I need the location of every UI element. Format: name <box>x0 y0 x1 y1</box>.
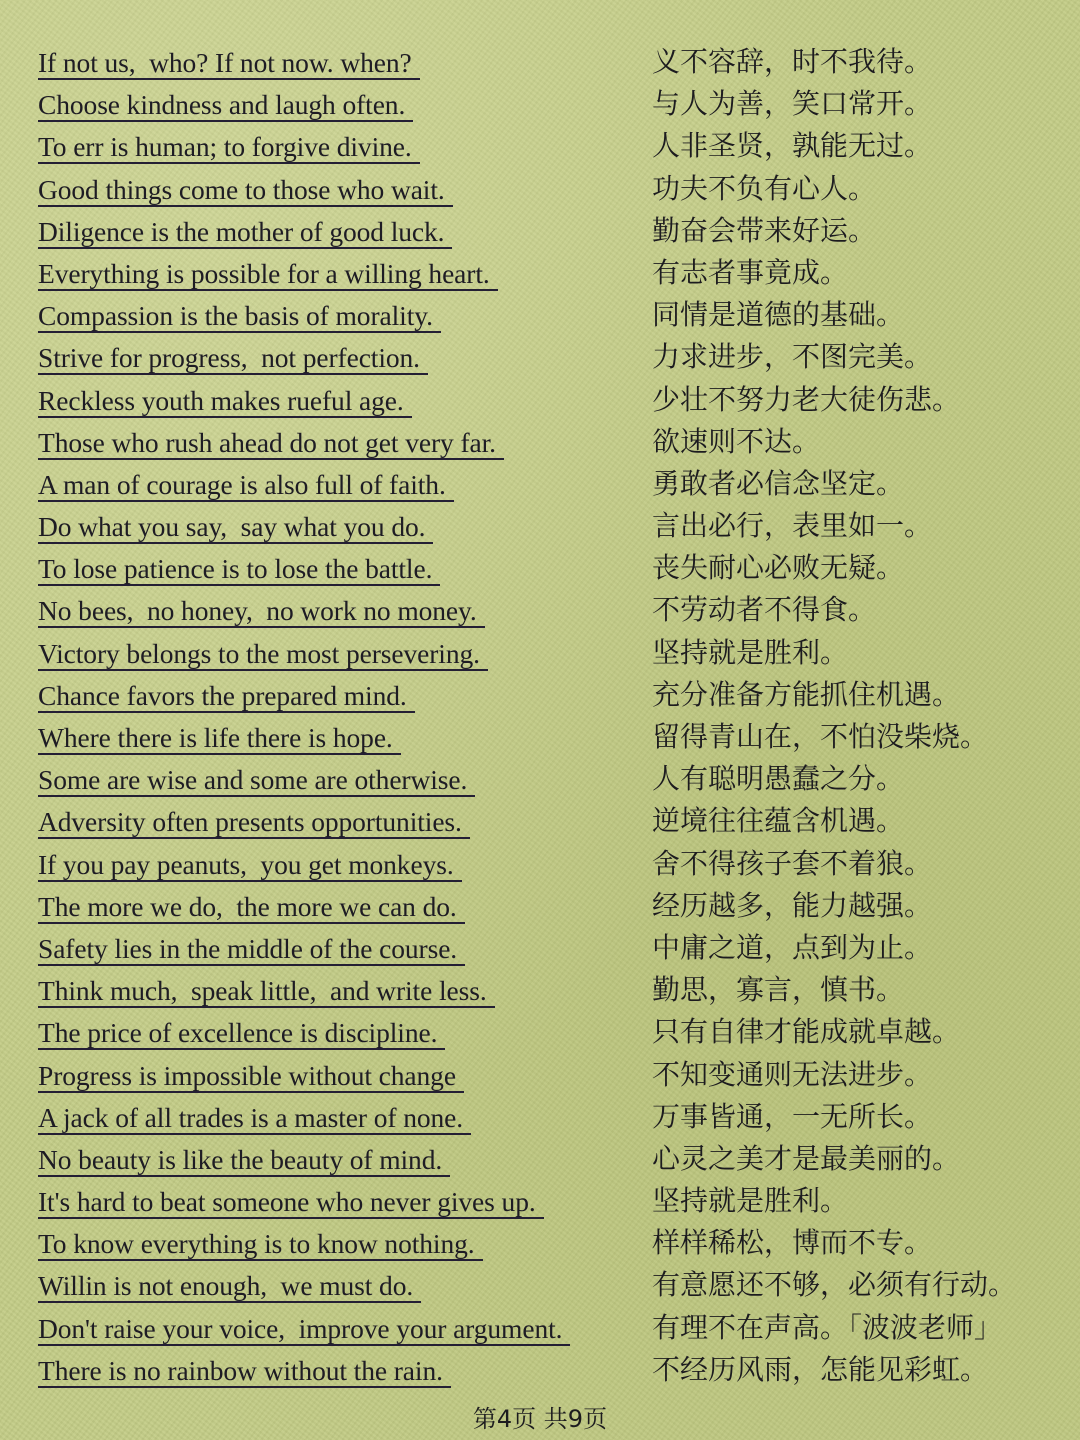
chinese-translation: 有意愿还不够，必须有行动。 <box>652 1268 1017 1302</box>
phrase-row <box>0 970 1080 1012</box>
chinese-translation: 勤奋会带来好运。 <box>652 213 877 247</box>
chinese-translation: 样样稀松，博而不专。 <box>652 1226 933 1260</box>
english-phrase: There is no rainbow without the rain. <box>38 1354 451 1388</box>
english-phrase: Safety lies in the middle of the course. <box>38 932 465 966</box>
phrase-row <box>0 717 1080 759</box>
phrase-row <box>0 464 1080 506</box>
chinese-translation: 充分准备方能抓住机遇。 <box>652 677 961 711</box>
phrase-row <box>0 633 1080 675</box>
english-phrase: Everything is possible for a willing heart. <box>38 257 498 291</box>
chinese-translation: 勇敢者必信念坚定。 <box>652 466 905 500</box>
chinese-translation: 同情是道德的基础。 <box>652 298 905 332</box>
chinese-translation: 欲速则不达。 <box>652 424 821 458</box>
english-phrase: Strive for progress, not perfection. <box>38 341 428 375</box>
phrase-row <box>0 1223 1080 1265</box>
english-phrase: Don't raise your voice, improve your argument. <box>38 1312 570 1346</box>
chinese-translation: 只有自律才能成就卓越。 <box>652 1015 961 1049</box>
english-phrase: Reckless youth makes rueful age. <box>38 384 412 418</box>
phrase-row <box>0 801 1080 843</box>
english-phrase: Good things come to those who wait. <box>38 173 453 207</box>
phrase-row <box>0 295 1080 337</box>
phrase-row <box>0 126 1080 168</box>
english-phrase: No bees, no honey, no work no money. <box>38 594 485 628</box>
english-phrase: Chance favors the prepared mind. <box>38 679 415 713</box>
phrase-row <box>0 337 1080 379</box>
phrase-row <box>0 506 1080 548</box>
english-phrase: A jack of all trades is a master of none. <box>38 1101 471 1135</box>
phrase-row <box>0 211 1080 253</box>
chinese-translation: 留得青山在，不怕没柴烧。 <box>652 720 989 753</box>
chinese-translation: 有志者事竟成。 <box>652 255 849 289</box>
english-phrase: The price of excellence is discipline. <box>38 1016 445 1050</box>
chinese-translation: 力求进步，不图完美。 <box>652 340 933 374</box>
phrase-row <box>0 548 1080 590</box>
phrase-row <box>0 1181 1080 1223</box>
chinese-translation: 言出必行，表里如一。 <box>652 509 933 543</box>
english-phrase: Choose kindness and laugh often. <box>38 88 413 122</box>
chinese-translation: 不劳动者不得食。 <box>652 593 877 627</box>
phrase-row <box>0 84 1080 126</box>
phrase-row <box>0 1265 1080 1307</box>
phrase-row <box>0 1012 1080 1054</box>
chinese-translation: 逆境往往蕴含机遇。 <box>652 804 905 838</box>
phrase-row <box>0 169 1080 211</box>
english-phrase: If not us, who? If not now. when? <box>38 46 420 80</box>
english-phrase: Do what you say, say what you do. <box>38 510 433 544</box>
chinese-translation: 人非圣贤，孰能无过。 <box>652 129 933 163</box>
english-phrase: To know everything is to know nothing. <box>38 1227 483 1261</box>
english-phrase: To err is human; to forgive divine. <box>38 130 420 164</box>
phrase-row <box>0 844 1080 886</box>
phrase-row <box>0 1139 1080 1181</box>
english-phrase: Progress is impossible without change <box>38 1059 464 1093</box>
phrase-row <box>0 1097 1080 1139</box>
chinese-translation: 少壮不努力老大徒伤悲。 <box>652 382 961 416</box>
phrase-row <box>0 759 1080 801</box>
phrase-row <box>0 1308 1080 1350</box>
chinese-translation: 与人为善，笑口常开。 <box>652 87 933 121</box>
english-phrase: Think much, speak little, and write less. <box>38 974 495 1008</box>
phrase-row <box>0 1055 1080 1097</box>
phrase-row <box>0 1350 1080 1392</box>
chinese-translation: 勤思，寡言，慎书。 <box>652 973 905 1007</box>
english-phrase: Diligence is the mother of good luck. <box>38 215 452 249</box>
phrase-row <box>0 590 1080 632</box>
chinese-translation: 坚持就是胜利。 <box>652 1184 849 1218</box>
english-phrase: It's hard to beat someone who never gives up. <box>38 1185 544 1219</box>
chinese-translation: 人有聪明愚蠢之分。 <box>652 762 905 796</box>
english-phrase: The more we do, the more we can do. <box>38 890 465 924</box>
phrase-row <box>0 928 1080 970</box>
chinese-translation: 坚持就是胜利。 <box>652 635 849 669</box>
english-phrase: No beauty is like the beauty of mind. <box>38 1143 450 1177</box>
english-phrase: If you pay peanuts, you get monkeys. <box>38 848 462 882</box>
english-phrase: Those who rush ahead do not get very far. <box>38 426 504 460</box>
english-phrase: A man of courage is also full of faith. <box>38 468 454 502</box>
chinese-translation: 经历越多，能力越强。 <box>652 888 933 922</box>
english-phrase: Adversity often presents opportunities. <box>38 805 470 839</box>
page-number: 第4页 共9页 <box>472 1405 608 1433</box>
phrase-row <box>0 380 1080 422</box>
phrase-row <box>0 886 1080 928</box>
chinese-translation: 中庸之道，点到为止。 <box>652 930 933 964</box>
chinese-translation: 舍不得孩子套不着狼。 <box>652 846 933 880</box>
chinese-translation: 丧失耐心必败无疑。 <box>652 551 905 585</box>
chinese-translation: 功夫不负有心人。 <box>652 171 877 205</box>
phrase-row <box>0 253 1080 295</box>
chinese-translation: 万事皆通，一无所长。 <box>652 1099 933 1133</box>
english-phrase: Some are wise and some are otherwise. <box>38 763 475 797</box>
english-phrase: To lose patience is to lose the battle. <box>38 552 440 586</box>
chinese-translation: 心灵之美才是最美丽的。 <box>652 1141 961 1175</box>
phrase-list <box>0 42 1080 1392</box>
chinese-translation: 有理不在声高。「波波老师」 <box>652 1310 1003 1344</box>
phrase-row <box>0 422 1080 464</box>
english-phrase: Willin is not enough, we must do. <box>38 1269 421 1303</box>
chinese-translation: 义不容辞，时不我待。 <box>652 45 933 78</box>
english-phrase: Where there is life there is hope. <box>38 721 401 755</box>
chinese-translation: 不知变通则无法进步。 <box>652 1057 933 1091</box>
phrase-row <box>0 675 1080 717</box>
english-phrase: Compassion is the basis of morality. <box>38 299 441 333</box>
english-phrase: Victory belongs to the most persevering. <box>38 637 488 671</box>
phrase-row <box>0 42 1080 84</box>
chinese-translation: 不经历风雨，怎能见彩虹。 <box>652 1352 989 1386</box>
